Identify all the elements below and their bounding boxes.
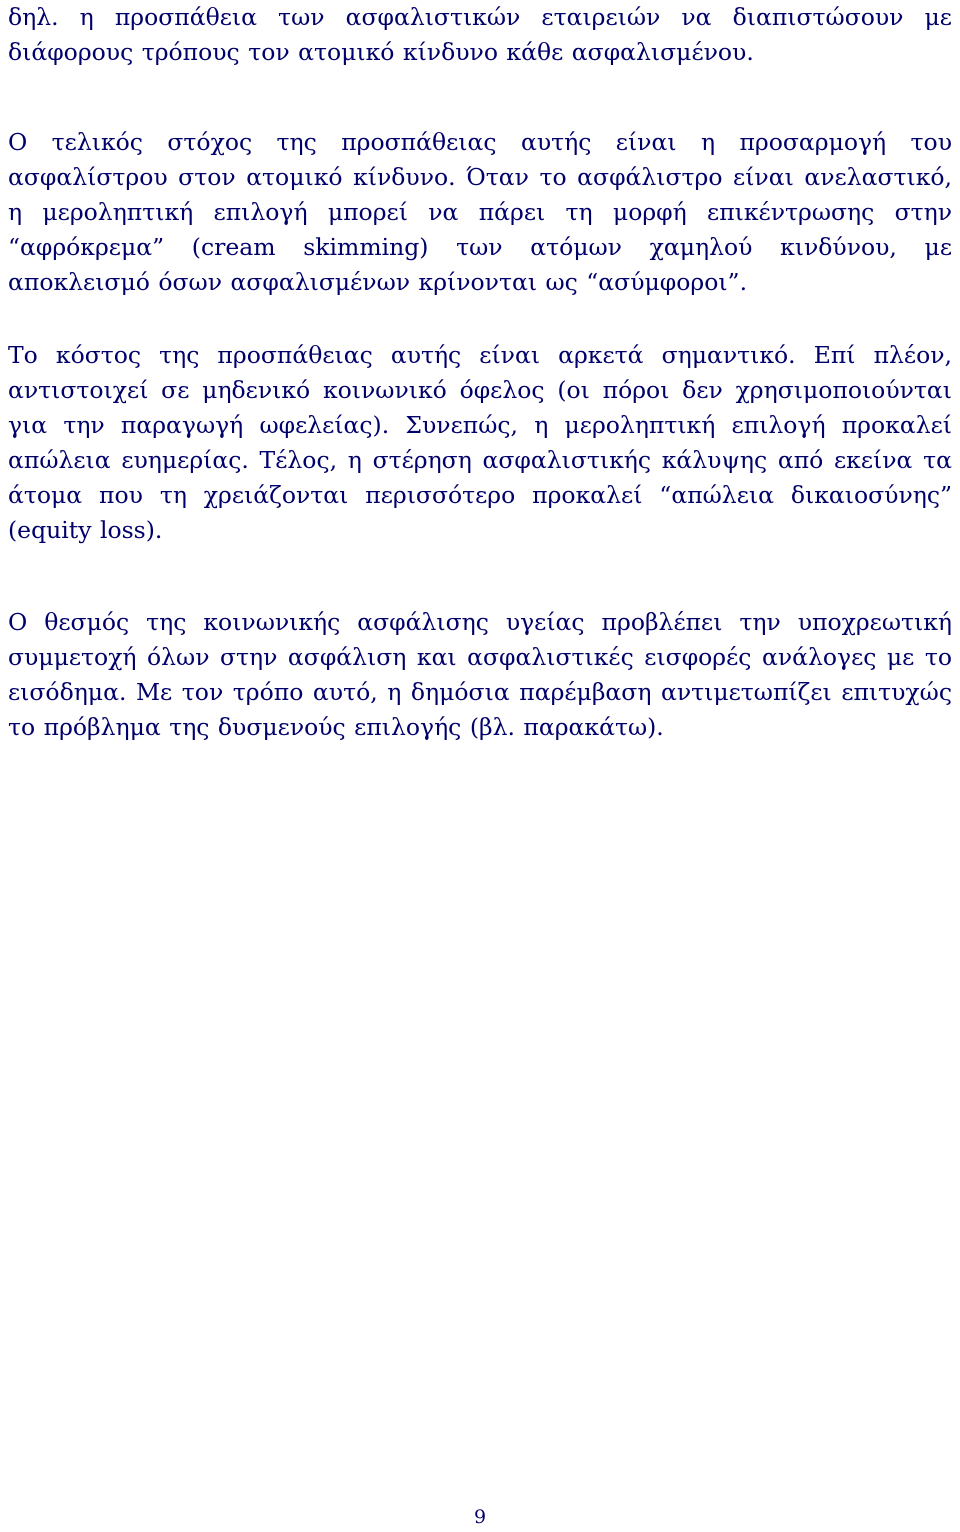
paragraph-2: Ο τελικός στόχος της προσπάθειας αυτής είναι η προσαρμογή του ασφαλίστρου στον ατομικό κίνδυνο. Όταν το ασφάλιστρο είναι ανελαστικό, η μεροληπτική επιλογή μπορεί να πάρει τη μορφή επικέντρωσης στην “αφρόκρεμα” (cream skimming) των ατόμων χαμηλού κινδύνου, με αποκλεισμό όσων ασφαλισμένων κρίνονται ως “ασύμφοροι”. <box>8 128 952 296</box>
paragraph-1: δηλ. η προσπάθεια των ασφαλιστικών εταιρειών να διαπιστώσουν με διάφορους τρόπους τον ατομικό κίνδυνο κάθε ασφαλισμένου. <box>8 3 952 66</box>
document-body <box>8 0 952 745</box>
page-number: 9 <box>473 1506 487 1528</box>
paragraph-4: Ο θεσμός της κοινωνικής ασφάλισης υγείας προβλέπει την υποχρεωτική συμμετοχή όλων στην ασφάλιση και ασφαλιστικές εισφορές ανάλογες με το εισόδημα. Με τον τρόπο αυτό, η δημόσια παρέμβαση αντιμετωπίζει επιτυχώς το πρόβλημα της δυσμενούς επιλογής (βλ. παρακάτω). <box>8 608 952 741</box>
paragraph-3: Το κόστος της προσπάθειας αυτής είναι αρκετά σημαντικό. Επί πλέον, αντιστοιχεί σε μηδενικό κοινωνικό όφελος (οι πόροι δεν χρησιμοποιούνται για την παραγωγή ωφελείας). Συνεπώς, η μεροληπτική επιλογή προκαλεί απώλεια ευημερίας. Τέλος, η στέρηση ασφαλιστικής κάλυψης από εκείνα τα άτομα που τη χρειάζονται περισσότερο προκαλεί “απώλεια δικαιοσύνης” (equity loss). <box>8 341 952 544</box>
